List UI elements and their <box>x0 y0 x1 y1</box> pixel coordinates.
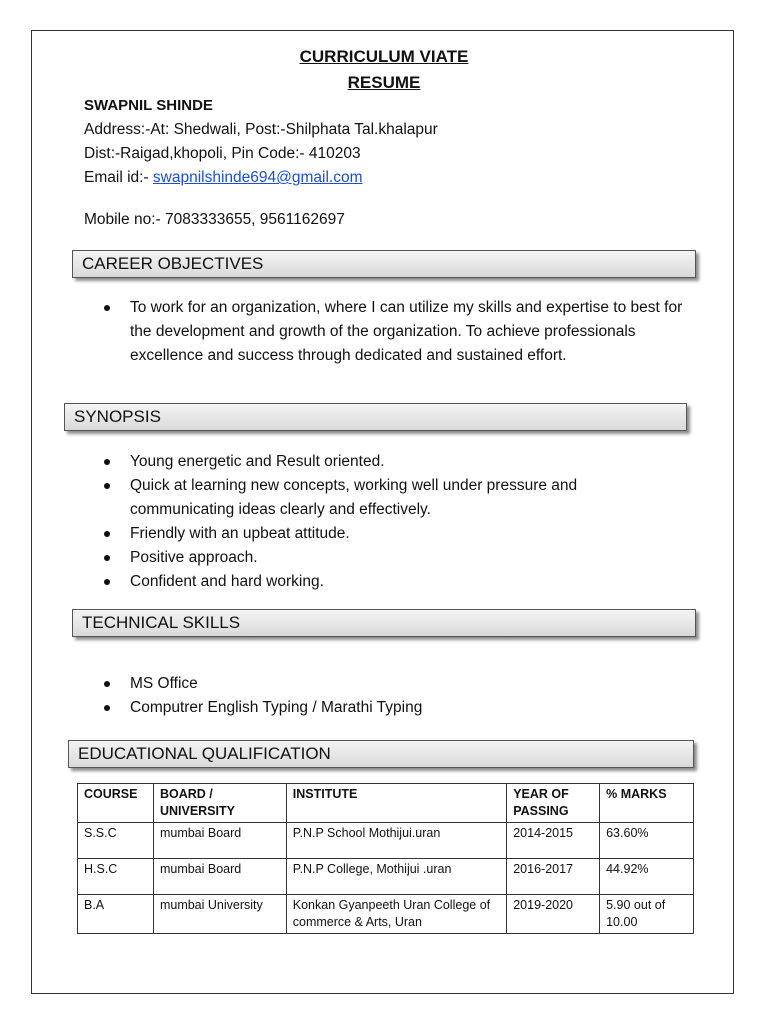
list-item: Quick at learning new concepts, working well under pressure and communicating ideas clearly and effectively. <box>104 474 684 522</box>
document-subtitle: RESUME <box>347 73 421 92</box>
column-header: INSTITUTE <box>286 784 506 823</box>
column-header: BOARD / UNIVERSITY <box>153 784 286 823</box>
table-header-row <box>78 784 694 823</box>
bullet-icon <box>104 459 110 465</box>
bullet-icon <box>104 531 110 537</box>
mobile-line: Mobile no:- 7083333655, 9561162697 <box>84 211 345 228</box>
table-row <box>78 823 694 859</box>
bullet-icon <box>104 705 110 711</box>
table-row <box>78 895 694 934</box>
list-item: MS Office <box>104 672 684 696</box>
list-item: Friendly with an upbeat attitude. <box>104 522 684 546</box>
table-row <box>78 859 694 895</box>
bullet-icon <box>104 305 110 311</box>
column-header: YEAR OF PASSING <box>507 784 600 823</box>
synopsis-list <box>104 450 684 594</box>
table-cell: 5.90 out of 10.00 <box>600 895 694 934</box>
list-item: Positive approach. <box>104 546 684 570</box>
table-cell: Konkan Gyanpeeth Uran College of commerce & Arts, Uran <box>286 895 506 934</box>
table-cell: 2014-2015 <box>507 823 600 859</box>
section-technical-skills: TECHNICAL SKILLS <box>72 609 696 637</box>
table-cell: mumbai Board <box>153 823 286 859</box>
skills-list <box>104 672 684 720</box>
section-educational-qualification: EDUCATIONAL QUALIFICATION <box>68 740 694 768</box>
education-table <box>77 783 694 934</box>
table-cell: 2019-2020 <box>507 895 600 934</box>
table-cell: S.S.C <box>78 823 154 859</box>
email-link[interactable]: swapnilshinde694@gmail.com <box>152 169 363 186</box>
table-cell: P.N.P School Mothijui.uran <box>286 823 506 859</box>
table-cell: P.N.P College, Mothijui .uran <box>286 859 506 895</box>
bullet-icon <box>104 579 110 585</box>
career-list <box>104 296 684 368</box>
list-item: Confident and hard working. <box>104 570 684 594</box>
email-label: Email id:- <box>84 169 153 186</box>
table-cell: mumbai Board <box>153 859 286 895</box>
list-item: Young energetic and Result oriented. <box>104 450 684 474</box>
table-cell: B.A <box>78 895 154 934</box>
table-cell: 2016-2017 <box>507 859 600 895</box>
table-cell: H.S.C <box>78 859 154 895</box>
address-line-2: Dist:-Raigad,khopoli, Pin Code:- 410203 <box>84 145 361 162</box>
column-header: COURSE <box>78 784 154 823</box>
email-line <box>84 169 363 187</box>
bullet-icon <box>104 555 110 561</box>
table-cell: 63.60% <box>600 823 694 859</box>
bullet-icon <box>104 681 110 687</box>
list-item: Computrer English Typing / Marathi Typing <box>104 696 684 720</box>
candidate-name: SWAPNIL SHINDE <box>84 97 213 114</box>
list-item: To work for an organization, where I can utilize my skills and expertise to best for the development and growth of the organization. To achieve professionals excellence and success through dedicated and sustained effort. <box>104 296 684 368</box>
section-career-objectives: CAREER OBJECTIVES <box>72 250 696 278</box>
section-synopsis: SYNOPSIS <box>64 403 687 431</box>
table-cell: mumbai University <box>153 895 286 934</box>
bullet-icon <box>104 483 110 489</box>
column-header: % MARKS <box>600 784 694 823</box>
table-cell: 44.92% <box>600 859 694 895</box>
document-title: CURRICULUM VIATE <box>299 47 469 66</box>
address-line-1: Address:-At: Shedwali, Post:-Shilphata Tal.khalapur <box>84 121 438 138</box>
